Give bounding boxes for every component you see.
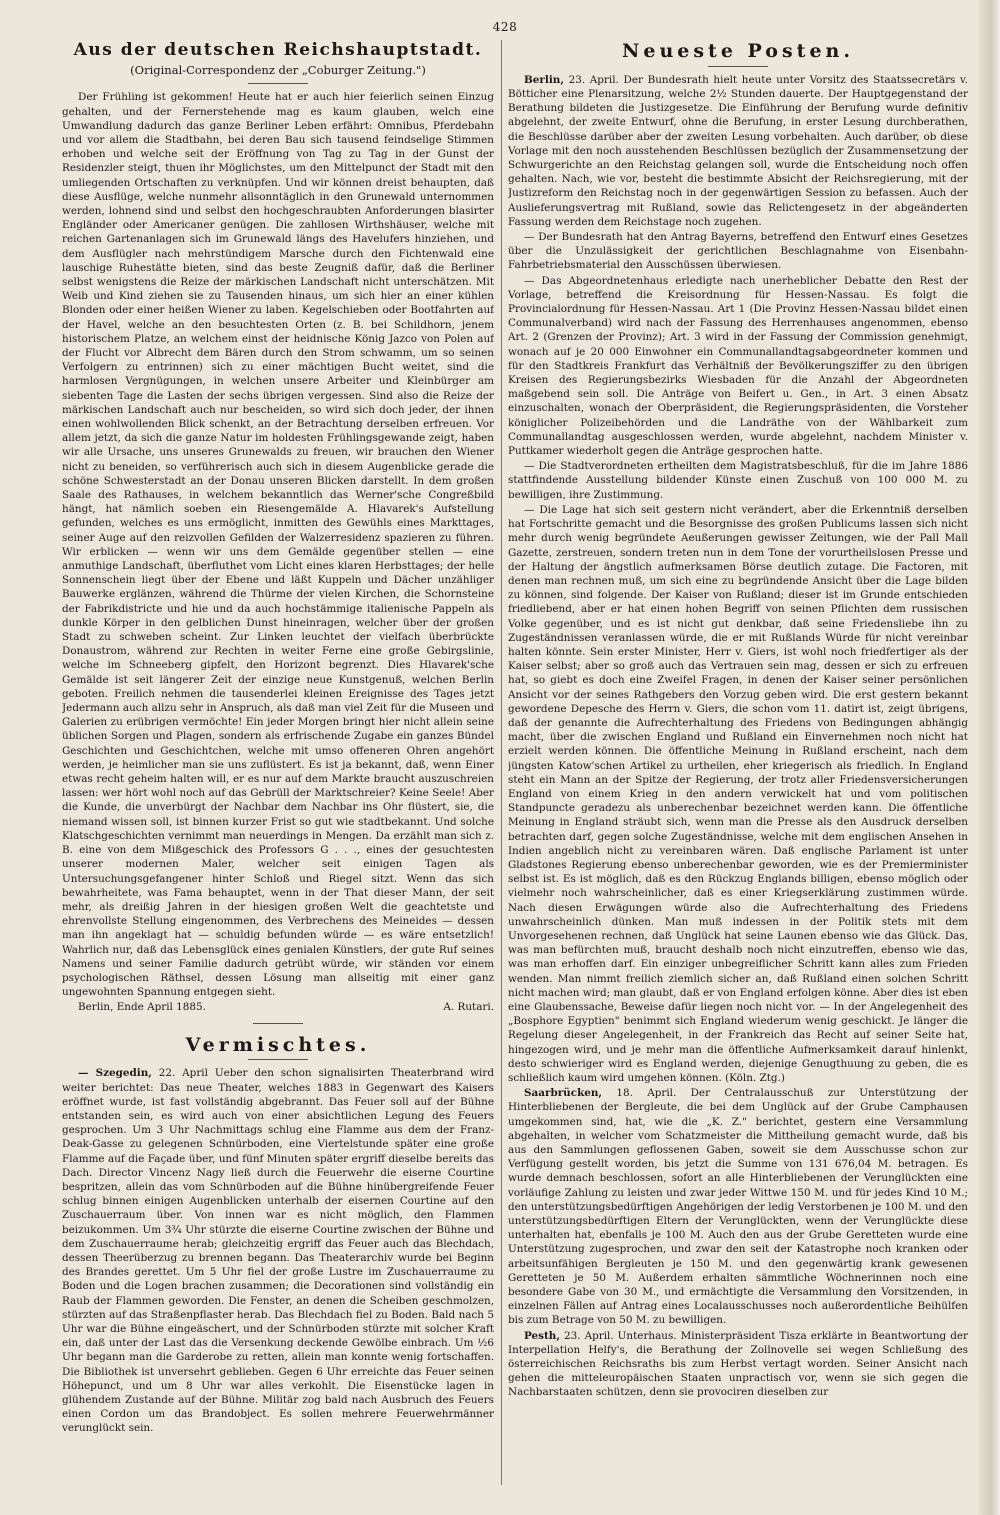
article-signature [78,1000,494,1014]
signature-name: A. Rutari. [443,1001,494,1014]
news-text: — Der Bundesrath hat den Antrag Bayerns, betreffend den Entwurf eines Gesetzes über die Unzulässigkeit der gerichtlichen Beschlagnahme von Eisenbahn-Fahrbetriebsmaterial den Ausschüssen überwiesen. [508,231,968,272]
news-item [62,1066,494,1435]
section-subheading: (Original-Correspondenz der „Coburger Zeitung.") [130,63,426,78]
neueste-posten-body [508,73,968,1400]
page-number: 428 [492,20,518,34]
news-text: — Das Abgeordnetenhaus erledigte nach unerheblicher Debatte den Rest der Vorlage, betreffend die Kreisordnung für Hessen-Nassau. Es folgt die Provincialordnung für Hessen-Nassau. Art 1 (Die Provinz Hessen-Nassau bildet einen Communalverband) wird nach der Fassung des Herrenhauses angenommen, ebenso Art. 2 (Grenzen der Provinz); Art. 3 wird in der Fassung der Commission genehmigt, wonach auf je 20 000 Einwohner ein Communallandtagsabgeordneter kommen und für den Stadtkreis Frankfurt das Verhältniß der Bevölkerungsziffer zu den übrigen Kreisen des Regierungsbezirks Wiesbaden für die Anzahl der Abgeordneten maßgebend sein soll. Die Anträge von Beifert u. Gen., in Art. 3 einen Absatz einzuschalten, wonach der Oberpräsident, die Regierungspräsidenten, die Vorsteher königlicher Polizeibehörden und die Landräthe von der Wählbarkeit zum Communallandtag ausgeschlossen werden, wurde abgelehnt, nachdem Minister v. Puttkamer wiederholt gegen die Anträge gesprochen hatte. [508,274,968,458]
section-heading-vermischtes: Vermischtes. [185,1033,371,1056]
news-dateline: Berlin, [524,73,564,86]
news-item [508,459,968,502]
heading-rule [248,1059,308,1060]
news-text: 22. April Ueber den schon signalisirten Theaterbrand wird weiter berichtet: Das neue Theater, welches 1883 in Gegenwart des Kaisers eröffnet wurde, ist fast vollständig abgebrannt. Das Feuer soll auf der Bühne entstanden sein, es wird auch von einer absichtlichen Legung des Feuers gesprochen. Um 3 Uhr Nachmittags schlug eine Flamme aus dem der Franz-Deak-Gasse zu gelegenen Schnürboden, eine Viertelstunde später eine große Flamme auf die Façade über, und fünf Minuten später ergriff dieselbe bereits das Dach. Director Vincenz Nagy ließ durch die Feuerwehr die eiserne Courtine bespritzen, allein das vom Schnürboden auf die Bühne hinübergreifende Feuer schlug binnen einigen Augenblicken unterhalb der eisernen Courtine auf den Zuschauerraum über. Von innen war es nicht möglich, den Flammen beizukommen. Um 3¾ Uhr stürzte die eiserne Courtine zwischen der Bühne und dem Zuschauerraume herab; gleichzeitig ergriff das Feuer auch das Blechdach, dessen Theerüberzug zu brennen begann. Das Theaterarchiv wurde bei Beginn des Brandes gerettet. Um 5 Uhr fiel der große Lustre im Zuschauerraume zu Boden und die Logen brachen zusammen; die Decorationen sind vollständig ein Raub der Flammen geworden. Die Fenster, an denen die Scheiben geschmolzen, stürzten auf das Straßenpflaster herab. Das Blechdach fiel zu Boden. Bald nach 5 Uhr war die Bühne eingeäschert, und der Schnürboden stürzte mit solcher Kraft ein, daß unter der Last das die Versenkung deckende Gewölbe einbrach. Um ½6 Uhr begann man die Garderobe zu retten, allein man konnte wenig fortschaffen. Die Bibliothek ist unversehrt geblieben. Gegen 6 Uhr erreichte das Feuer seinen Höhepunct, und um 8 Uhr war alles verkohlt. Die Eisenstücke lagen in glühendem Zustande auf der Bühne. Militär zog bald nach Ausbruch des Feuers einen Cordon um das Brandobject. Es sollen mehrere Feuerwehrmänner verunglückt sein. [62,1067,494,1435]
news-text: — Die Lage hat sich seit gestern nicht verändert, aber die Erkenntniß derselben hat Fortschritte gemacht und die Besorgnisse des großen Publicums lassen sich nicht mehr durch wenig begründete Aeußerungen gewisser Zeitungen, wie der Pall Mall Gazette, zerstreuen, sondern treten nun in dem Tone der vorurtheilslosen Presse und der Haltung der ängstlich aufmerksamen Börse deutlich zutage. Die Factoren, mit denen man rechnen muß, um sich eine zu begründende Ansicht über die Lage bilden zu können, sind folgende. Der Kaiser von Rußland; dieser ist im Grunde entschieden friedliebend, aber er hat einen hohen Begriff von seinen Pflichten dem russischen Volke gegenüber, und es ist nicht gut denkbar, daß seine Friedensliebe ihn zu Zugeständnissen veranlassen würde, die er mit Rußlands Würde für nicht vereinbar halten könnte. Sein erster Minister, Herr v. Giers, ist wohl noch friedfertiger als der Kaiser selbst; aber so groß auch das Vertrauen sein mag, dessen er sich zu erfreuen hat, so giebt es doch eine Zweifel Fragen, in denen der Kaiser seiner persönlichen Ansicht vor der seines Rathgebers den Vorzug geben wird. Die erst gestern bekannt gewordene Depesche des Herrn v. Giers, die schon vom 11. datirt ist, zeigt übrigens, daß der genannte die Aufrechterhaltung des Friedens von Bedingungen abhängig macht, über die zwischen England und Rußland ein Einvernehmen noch nicht hat erzielt werden können. Die öffentliche Meinung in Rußland erscheint, nach dem jüngsten Katow'schen Artikel zu urtheilen, eher kriegerisch als friedlich. In England steht ein Mann an der Spitze der Regierung, der trotz aller Friedensversicherungen England von einem Krieg in den andern verwickelt hat und vom politischen Standpuncte geradezu als unberechenbar bezeichnet werden kann. Die öffentliche Meinung in England sträubt sich, wenn man die Presse als den Ausdruck derselben betrachten darf, gegen solche Zugeständnisse, welche mit dem englischen Ansehen in Indien angeblich nicht zu vereinbaren wären. Daß englische Parlament ist unter Gladstones Regierung ebenso unberechenbar geworden, wie es der Premierminister selbst ist. Es ist möglich, daß es den Rückzug Englands billigen, ebenso möglich oder vielmehr noch wahrscheinlicher, daß es einer Kriegserklärung zustimmen würde. Nach diesen Erwägungen würde also die Aufrechterhaltung des Friedens unwahrscheinlich dünken. Man muß indessen in der Politik stets mit dem Unvorgesehenen rechnen, daß Unglück hat seine Launen ebenso wie das Glück. Das, was man befürchten muß, braucht deshalb noch nicht einzutreffen, ebenso wie das, was man erhoffen darf. Ein einziger unbegreiflicher Schritt kann alles zum Frieden wenden. Man nimmt freilich ziemlich sicher an, daß Rußland einen solchen Schritt nicht machen wird; man glaubt, daß er von England erfolgen könne. Aber dies ist eben eine Glaubenssache, Beweise dafür liegen noch nicht vor. — In der Angelegenheit des „Bosphore Egyptien" benimmt sich England wiederum wenig geschickt. Je länger die Regelung dieser Angelegenheit, in der Frankreich das Recht auf seiner Seite hat, hingezogen wird, und je mehr man die öffentliche Aufmerksamkeit darauf hinlenkt, desto schwieriger wird es England werden, diejenige Genugthuung zu geben, die es schließlich kaum wird umgehen können. (Köln. Ztg.) [508,503,968,1085]
news-text: 23. April. Der Bundesrath hielt heute unter Vorsitz des Staatssecretärs v. Bötticher eine Plenarsitzung, welche 2½ Stunden dauerte. Der Hauptgegenstand der Berathung bildeten die Justizgesetze. Die Einführung der Berufung wurde definitiv abgelehnt, der zweite Entwurf, ohne die Berufung, in erster Lesung durchberathen, die Beschlüsse darüber aber der zweiten Lesung vorbehalten. Auch darüber, ob diese Vorlage mit den noch ausstehenden Beschlüssen bezüglich der Zusammensetzung der Schwurgerichte an den Reichstag gelangen soll, wurde die Entscheidung noch offen gehalten. Nach, wie vor, besteht die bestimmte Absicht der Reichsregierung, mit der Justizreform den Reichstag noch in der gegenwärtigen Session zu befassen. Auch der Auslieferungsvertrag mit Rußland, sowie das Relictengesetz in der abgeänderten Fassung werden dem Reichstage noch zugehen. [508,73,968,228]
heading-rule [708,66,768,67]
news-text: — Die Stadtverordneten ertheilten dem Magistratsbeschluß, für die im Jahre 1886 stattfindende Ausstellung bildender Künste einen Zuschuß von 100 000 M. zu bewilligen, ihre Zustimmung. [508,460,968,501]
news-text: 23. April. Unterhaus. Ministerpräsident Tisza erklärte in Beantwortung der Interpellation Helfy's, die Berathung der Zollnovelle sei wegen Schließung des österreichischen Reichsraths bis zum Herbst vertagt worden. Seiner Ansicht nach gehen die mitteleuropäischen Staaten unpractisch vor, wenn sie sich gegen die Nachbarstaaten schützen, denn sie provociren dieselben zur [508,1329,968,1399]
signature-place: Berlin, Ende April 1885. [78,1001,206,1014]
news-item [508,503,968,1085]
section-heading-reichshauptstadt: Aus der deutschen Reichshauptstadt. [73,40,483,60]
news-item [508,73,968,229]
right-column [508,30,968,1491]
page-edge [978,0,1000,1515]
news-item [508,1329,968,1400]
news-dateline: — Szegedin, [78,1067,152,1080]
heading-rule [248,83,308,84]
left-article-body [62,90,494,999]
news-dateline: Saarbrücken, [524,1087,603,1100]
news-item [508,274,968,459]
column-rule [501,40,502,1485]
vermischtes-body [62,1066,494,1435]
section-heading-neueste-posten: Neueste Posten. [622,40,854,62]
news-item [508,230,968,273]
left-column [62,30,494,1491]
news-dateline: Pesth, [524,1329,560,1342]
news-item [508,1086,968,1327]
article-paragraph: Der Frühling ist gekommen! Heute hat er auch hier feierlich seinen Einzug gehalten, und der Fernerstehende mag es kaum glauben, welch eine Umwandlung dadurch das ganze Berliner Leben erfährt: Omnibus, Pferdebahn und vor allem die Stadtbahn, bei deren Bau sich tausend feindselige Stimmen erhoben und welche seit der Eröffnung von Tag zu Tag in der Gunst der Residenzler steigt, thuen ihr Möglichstes, um den Mittelpunct der Stadt mit den umliegenden Ortschaften zu verknüpfen. Und wir können dreist behaupten, daß diese Ausflüge, welche nunmehr allsonntäglich in den Grunewald unternommen werden, lohnend sind und selbst den hochgeschraubten Anforderungen blasirter Engländer oder Americaner genügen. Die zahllosen Wirthshäuser, welche mit reichen Gartenanlagen sich im Grunewald längs des Havelufers hinziehen, und dem Ausflügler nach mehrstündigem Marsche durch den Fichtenwald eine lauschige Ruhestätte bieten, sind das beste Zeugniß dafür, daß die Berliner selbst wenigstens die Reize der märkischen Landschaft nicht unterschätzen. Mit Weib und Kind ziehen sie zu Tausenden hinaus, um sich hier an einer kühlen Blonden oder einer heißen Wiener zu laben. Kegelschieben oder Bootfahrten auf der Havel, welche an den besuchtesten Orten (z. B. bei Schildhorn, jenem historischem Platze, an welchem einst der heidnische König Jazco von Polen auf der Flucht vor Albrecht dem Bären durch den Strom schwamm, um so seinen Verfolgern zu entrinnen) sich zu einer mächtigen Bucht weitet, sind die harmlosen Vergnügungen, in welchen unsere Arbeiter und Kleinbürger am siebenten Tage die Lasten der sechs übrigen vergessen. Sind also die Reize der märkischen Landschaft auch nur bescheiden, so wird sich doch jeder, der ihnen einen wohlwollenden Blick schenkt, an der Betrachtung derselben erfreuen. Vor allem jetzt, da sich die ganze Natur im holdesten Frühlingsgewande zeigt, haben wir alle Ursache, uns unseres Grunewalds zu freuen, wir brauchen den Wiener nicht zu beneiden, so verführerisch auch sich in diesem Augenblicke gerade die schöne Schwesterstadt an der Donau unseren Blicken darstellt. In dem großen Saale des Rathauses, in welchem bekanntlich das Werner'sche Congreßbild hängt, hat nämlich soeben ein Riesengemälde A. Hlavarek's Aufstellung gefunden, welches es uns ermöglicht, inmitten des Gewühls eines Markttages, seiner Auge auf den reizvollen Gefilden der Walzerresidenz spazieren zu führen. Wir erblicken — wenn wir uns dem Gemälde gegenüber stellen — eine anmuthige Landschaft, überfluthet vom Licht eines klaren Herbsttages; der helle Sonnenschein liegt über der Ebene und läßt Kuppeln und Dächer unzähliger Bauwerke erglänzen, während die Thürme der vielen Kirchen, die Schornsteine der Fabrikdistricte und hie und da auch hochstämmige italienische Pappeln als dunkle Körper in den gelblichen Dunst hineinragen, welcher über der großen Stadt zu schweben scheint. Zur Linken leuchtet der vielfach überbrückte Donaustrom, während zur Rechten in weiter Ferne eine große Gebirgslinie, welche im Schneeberg gipfelt, den Horizont begrenzt. Dies Hlavarek'sche Gemälde ist seit längerer Zeit der einzige neue Kunstgenuß, welchen Berlin geboten. Freilich nehmen die tausenderlei kleinen Ereignisse des Tages jetzt Jedermann auch allzu sehr in Anspruch, als daß man viel Zeit für die Museen und Galerien zu erübrigen vermöchte! Ein jeder Morgen bringt hier nicht allein seine üblichen Sorgen und Plagen, sondern als erfrischende Zugabe ein ganzes Bündel Geschichten und Geschichtchen, welche mit umso offeneren Ohren angehört werden, je heimlicher man sie uns zuflüstert. Es ist ja bekannt, daß, wenn Einer etwas recht geheim halten will, er es nur auf dem Markte braucht auszuschreien lassen: wer hört wohl noch auf das Gebrüll der Marktschreier? Keine Seele! Aber die Kunde, die unverbürgt der Nachbar dem Nachbar ins Ohr flüstert, sie, die niemand wissen soll, ist binnen kurzer Frist so gut wie stadtbekannt. Und solche Klatschgeschichten vernimmt man neuerdings in Mengen. Da erzählt man sich z. B. eine von dem Mißgeschick des Professors G . . ., eines der gesuchtesten unserer modernen Maler, welcher seit einigen Tagen als Untersuchungsgefangener hinter Schloß und Riegel sitzt. Wenn das sich bewahrheitete, was Fama behauptet, wenn in der That dieser Mann, der seit mehr, als dreißig Jahren in der hiesigen großen Welt die geachtetste und ehrenvollste Stellung eingenommen, des Verbrechens des Meineides — dessen man ihn angeklagt hat — schuldig befunden würde — es wäre entsetzlich! Wahrlich nur, daß das Lebensglück eines genialen Künstlers, der gute Ruf seines Namens und seiner Familie dadurch getrübt würde, wir ständen vor einem psychologischen Räthsel, dessen Lösung man allseitig mit einer ganz ungewohnten Spannung entgegen sieht. [62,91,494,999]
section-divider [253,1023,303,1024]
news-text: 18. April. Der Centralausschuß zur Unterstützung der Hinterbliebenen der Bergleute, die bei dem Unglück auf der Grube Camphausen umgekommen sind, hat, wie die „K. Z." berichtet, gestern eine Versammlung abgehalten, in welcher vom Schatzmeister die Mittheilung gemacht wurde, daß bis aus den Sammlungen geflossenen Gaben, soweit sie dem Ausschusse schon zur Verfügung gestellt worden, bis jetzt die Summe von 131 676,04 M. betragen. Es wurde demnach beschlossen, sofort an alle Hinterbliebenen der Verunglückten eine vorläufige Zahlung zu leisten und zwar jeder Wittwe 150 M. und für jedes Kind 10 M.; den unterstützungsbedürftigen Angehörigen der ledig Verstorbenen je 100 M. und den unterstützungsbedürftigen Eltern der Verunglückten, wenn der Verunglückte diese unterhalten hat, ebenfalls je 100 M. Auch den aus der Grube Geretteten wurde eine Unterstützung zugesprochen, und zwar den seit der Katastrophe noch kranken oder arbeitsunfähigen Bergleuten je 150 M. und den gegenwärtig krank gewesenen Geretteten je 50 M. Außerdem erhalten sämmtliche Wöchnerinnen noch eine besondere Gabe von 30 M., und ermächtigte die Versammlung den Vorsitzenden, in einzelnen Fällen auf Antrag eines Localausschusses noch außerordentliche Beihülfen bis zum Betrage von 50 M. zu bewilligen. [508,1087,968,1327]
